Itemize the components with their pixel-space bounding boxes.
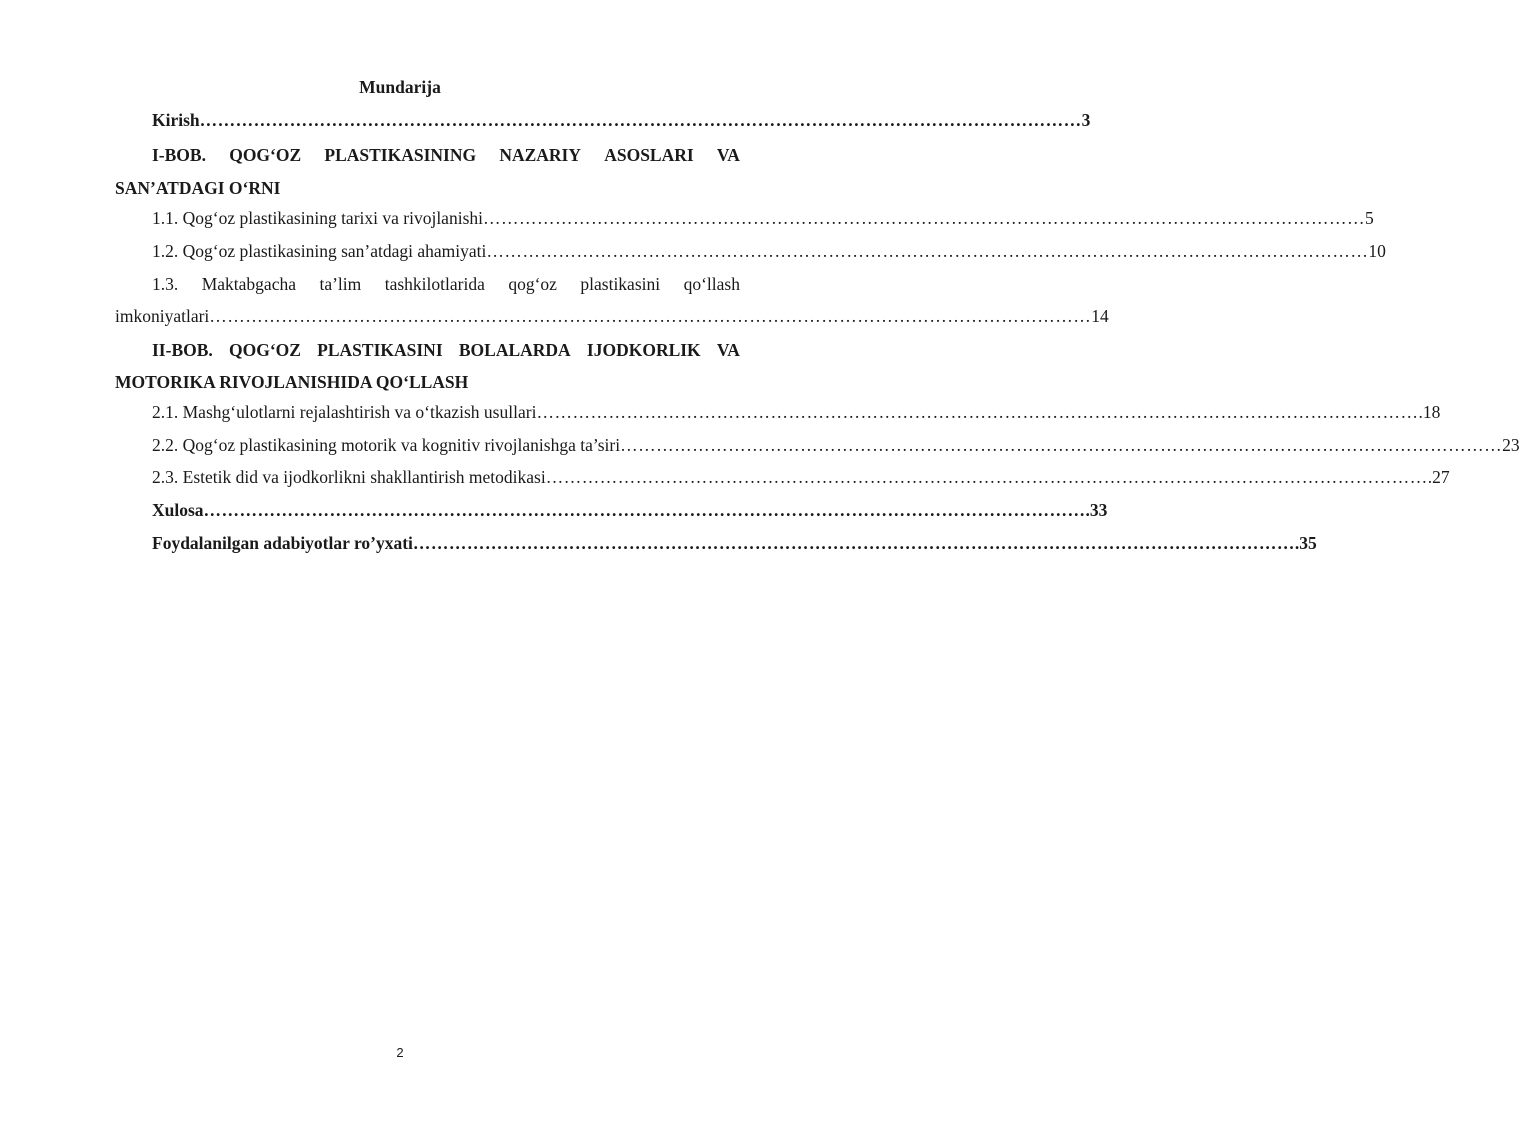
- toc-entry-label: 1.2. Qog‘oz plastikasining san’atdagi ahamiyati: [152, 241, 487, 261]
- toc-entry-label: 2.1. Mashg‘ulotlarni rejalashtirish va o‘tkazish usullari: [152, 402, 537, 422]
- toc-leader-dots: …………………………………………………………………………………………………………………………………: [486, 241, 1369, 261]
- toc-entry-1-2: [152, 240, 1386, 262]
- toc-entry-1-3-line1: [152, 273, 740, 295]
- toc-page-number: 10: [1368, 241, 1386, 261]
- toc-leader-dots: …………………………………………………………………………………………………………………………………: [199, 110, 1082, 130]
- toc-entry-label: Kirish: [152, 110, 200, 130]
- heading-word: NAZARIY: [499, 145, 581, 165]
- heading-word: VA: [716, 145, 740, 165]
- toc-chapter2-heading-line2: MOTORIKA RIVOJLANISHIDA QO‘LLASH: [115, 372, 469, 392]
- toc-word: Maktabgacha: [201, 274, 296, 294]
- toc-leader-dots: …………………………………………………………………………………………………………………………………: [545, 467, 1428, 487]
- page-number: 2: [396, 1045, 404, 1060]
- toc-entry-label: 2.3. Estetik did va ijodkorlikni shakllantirish metodikasi: [152, 467, 546, 487]
- heading-word: VA: [716, 340, 740, 360]
- toc-leader-dots: …………………………………………………………………………………………………………………………………: [412, 533, 1295, 553]
- toc-word: 1.3.: [152, 274, 179, 294]
- toc-entry-label: 2.2. Qog‘oz plastikasining motorik va kognitiv rivojlanishga ta’siri: [152, 435, 621, 455]
- toc-page-number: 14: [1091, 306, 1109, 326]
- toc-page-number: 3: [1081, 110, 1091, 130]
- toc-entry-label: imkoniyatlari: [115, 306, 210, 326]
- heading-word: ASOSLARI: [604, 145, 694, 165]
- toc-page-number: .27: [1427, 467, 1450, 487]
- toc-entry-label: 1.1. Qog‘oz plastikasining tarixi va rivojlanishi: [152, 208, 483, 228]
- toc-chapter2-heading-line1: [152, 339, 740, 361]
- heading-word: IJODKORLIK: [586, 340, 701, 360]
- document-title: Mundarija: [359, 77, 441, 97]
- heading-word: QOG‘OZ: [229, 145, 302, 165]
- toc-page-number: 23: [1502, 435, 1520, 455]
- toc-entry-references: [152, 532, 1317, 554]
- heading-word: I-BOB.: [152, 145, 206, 165]
- toc-entry-2-1: [152, 401, 1441, 423]
- toc-word: tashkilotlarida: [384, 274, 485, 294]
- toc-leader-dots: …………………………………………………………………………………………………………………………………: [483, 208, 1365, 228]
- toc-entry-2-3: [152, 466, 1450, 488]
- toc-page-number: .35: [1294, 533, 1317, 553]
- heading-word: BOLALARDA: [458, 340, 571, 360]
- toc-word: plastikasini: [580, 274, 661, 294]
- toc-entry-label: Foydalanilgan adabiyotlar ro’yxati: [152, 533, 413, 553]
- toc-entry-label: Xulosa: [152, 500, 204, 520]
- toc-page-number: 5: [1365, 208, 1374, 228]
- toc-leader-dots: …………………………………………………………………………………………………………………………………: [203, 500, 1086, 520]
- toc-entry-1-1: [152, 207, 1374, 229]
- toc-word: ta’lim: [319, 274, 362, 294]
- toc-entry-intro: [152, 109, 1091, 131]
- toc-chapter1-heading-line2: SAN’ATDAGI O‘RNI: [115, 178, 281, 198]
- toc-chapter1-heading-line1: [152, 144, 740, 166]
- toc-word: qo‘llash: [683, 274, 740, 294]
- toc-entry-1-3-line2: [115, 305, 1109, 327]
- toc-page-number: .33: [1085, 500, 1108, 520]
- heading-word: QOG‘OZ: [229, 340, 301, 360]
- toc-entry-2-2: [152, 434, 1520, 456]
- heading-word: PLASTIKASINI: [317, 340, 443, 360]
- toc-entry-conclusion: [152, 499, 1108, 521]
- toc-leader-dots: …………………………………………………………………………………………………………………………………: [536, 402, 1419, 422]
- toc-word: qog‘oz: [508, 274, 557, 294]
- toc-page-number: .18: [1418, 402, 1441, 422]
- toc-leader-dots: …………………………………………………………………………………………………………………………………: [620, 435, 1503, 455]
- toc-leader-dots: …………………………………………………………………………………………………………………………………: [209, 306, 1092, 326]
- heading-word: PLASTIKASINING: [324, 145, 477, 165]
- heading-word: II-BOB.: [152, 340, 213, 360]
